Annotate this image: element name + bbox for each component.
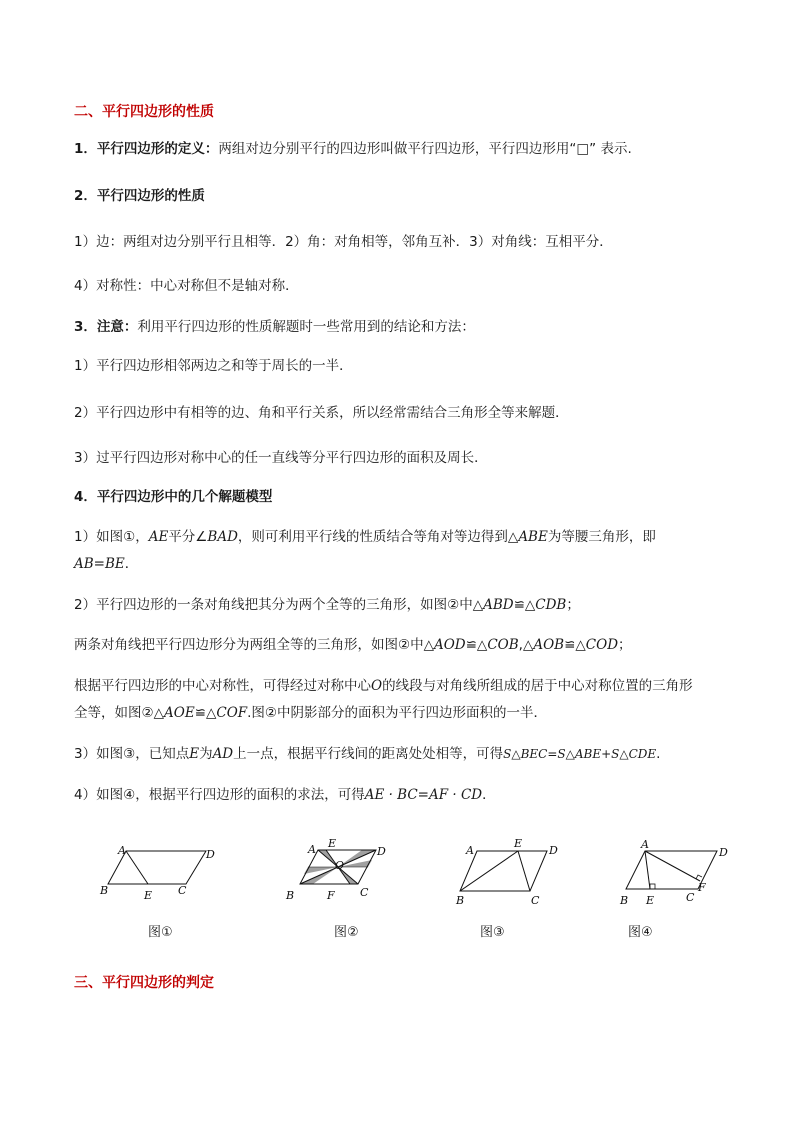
m3d: COB <box>487 637 519 653</box>
f3-label-E: E <box>514 837 523 850</box>
f2-label-E: E <box>328 837 337 850</box>
f2-label-A: A <box>308 843 316 856</box>
note-line <box>74 318 475 336</box>
m1g: 为等腰三角形，即 <box>547 529 656 545</box>
f2-label-B: B <box>286 889 295 902</box>
m6a: 3）如图③，已知点 <box>74 746 190 762</box>
figure-1-drawing <box>96 836 226 906</box>
m4a: 根据平行四边形的中心对称性，可得经过对称中心 <box>74 678 371 694</box>
note-item-1: 1）平行四边形相邻两边之和等于周长的一半． <box>74 358 353 374</box>
figure-1-caption: 图① <box>148 925 173 940</box>
definition-body: 两组对边分别平行的四边形叫做平行四边形，平行四边形用“ <box>218 141 577 157</box>
m1c: 平分∠ <box>168 529 208 545</box>
m2c: ≌△ <box>513 597 536 613</box>
m3b: AOD <box>433 637 466 653</box>
f2-label-F: F <box>327 889 335 902</box>
f3-label-B: B <box>456 894 465 907</box>
m6c: 为 <box>199 746 213 762</box>
figure-3 <box>452 836 572 911</box>
m5e: .图②中阴影部分的面积为平行四边形面积的一半． <box>247 705 548 721</box>
f1-label-A: A <box>118 844 126 857</box>
figure-3-caption: 图③ <box>480 925 505 940</box>
m3c: ≌△ <box>465 637 488 653</box>
m6g: . <box>656 746 661 762</box>
f1-label-E: E <box>144 889 153 902</box>
f3-label-D: D <box>549 844 558 857</box>
note-heading-tail: 利用平行四边形的性质解题时一些常用到的结论和方法： <box>137 319 475 335</box>
model-2-line-b <box>74 636 632 654</box>
f1-label-B: B <box>100 884 109 897</box>
m2d: CDB <box>535 597 567 613</box>
m5b: AOE <box>164 705 195 721</box>
f4-label-F: F <box>698 881 706 894</box>
m3g: ≌△ <box>564 637 586 653</box>
m3e: ,△ <box>518 637 534 653</box>
f4-label-A: A <box>641 838 649 851</box>
models-heading: 4．平行四边形中的几个解题模型 <box>74 489 273 505</box>
m2a: 2）平行四边形的一条对角线把其分为两个全等的三角形，如图②中△ <box>74 597 484 613</box>
f2-label-D: D <box>377 845 386 858</box>
section-title-properties: 二、平行四边形的性质 <box>74 104 214 120</box>
m7a: 4）如图④，根据平行四边形的面积的求法，可得 <box>74 787 365 803</box>
m1d: BAD <box>207 529 238 545</box>
model-4-line <box>74 786 496 804</box>
properties-line-2: 4）对称性：中心对称但不是轴对称． <box>74 278 299 294</box>
m1a: 1）如图①， <box>74 529 149 545</box>
f4-label-C: C <box>686 891 695 904</box>
m6d: AD <box>212 746 234 762</box>
figure-4 <box>612 836 737 911</box>
m1h: AB=BE <box>74 556 125 572</box>
definition-heading: 1．平行四边形的定义： <box>74 141 219 157</box>
note-heading: 3．注意： <box>74 319 138 335</box>
figure-2-drawing <box>280 836 395 906</box>
figure-2 <box>280 836 395 906</box>
m3h: COD <box>585 637 619 653</box>
figure-2-caption: 图② <box>334 925 359 940</box>
m7b: AE · BC=AF · CD <box>364 787 483 803</box>
model-3-line <box>74 745 660 763</box>
m2e: ； <box>566 597 580 613</box>
m4b: O <box>371 678 383 694</box>
model-2-line-c <box>74 677 693 695</box>
f3-label-C: C <box>531 894 540 907</box>
m2b: ABD <box>483 597 514 613</box>
definition-tail: ” 表示. <box>589 141 632 157</box>
definition-line <box>74 140 632 158</box>
m1b: AE <box>148 529 169 545</box>
m3a: 两条对角线把平行四边形分为两组全等的三角形，如图②中△ <box>74 637 434 653</box>
parallelogram-symbol: □ <box>576 141 590 157</box>
f3-label-A: A <box>466 844 474 857</box>
figure-1 <box>96 836 226 906</box>
m3f: AOB <box>533 637 565 653</box>
section-title-criteria: 三、平行四边形的判定 <box>74 975 214 991</box>
area-formula: S△BEC=S△ABE+S△CDE <box>503 747 657 761</box>
shade-5 <box>304 867 338 874</box>
note-item-3: 3）过平行四边形对称中心的任一直线等分平行四边形的面积及周长． <box>74 450 488 466</box>
f4-label-B: B <box>620 894 629 907</box>
f1-label-D: D <box>206 848 215 861</box>
properties-heading: 2．平行四边形的性质 <box>74 188 205 204</box>
f4-label-D: D <box>719 846 728 859</box>
m7c: ． <box>482 787 496 803</box>
f4-label-E: E <box>646 894 655 907</box>
figure-3-drawing <box>452 836 572 911</box>
f1-label-C: C <box>178 884 187 897</box>
m5d: COF <box>216 705 248 721</box>
m3i: ； <box>618 637 632 653</box>
m6b: E <box>189 746 200 762</box>
f2-label-O: O <box>335 859 345 872</box>
note-item-2: 2）平行四边形中有相等的边、角和平行关系，所以经常需结合三角形全等来解题． <box>74 405 569 421</box>
m1f: ABE <box>518 529 548 545</box>
figure-4-drawing <box>612 836 737 911</box>
m1i: ． <box>124 556 139 572</box>
properties-line-1: 1）边：两组对边分别平行且相等．2）角：对角相等，邻角互补．3）对角线：互相平分． <box>74 234 613 250</box>
model-1-line-2 <box>74 555 138 573</box>
model-2-line-d <box>74 704 547 722</box>
model-1-line-1 <box>74 528 656 546</box>
model-2-line <box>74 596 580 614</box>
figure-4-caption: 图④ <box>628 925 653 940</box>
m5c: ≌△ <box>194 705 217 721</box>
m6e: 上一点，根据平行线间的距离处处相等，可得 <box>233 746 504 762</box>
m5a: 全等，如图②△ <box>74 705 164 721</box>
m1e: ，则可利用平行线的性质结合等角对等边得到△ <box>237 529 519 545</box>
f2-label-C: C <box>360 886 369 899</box>
m4c: 的线段与对角线所组成的居于中心对称位置的三角形 <box>382 678 693 694</box>
